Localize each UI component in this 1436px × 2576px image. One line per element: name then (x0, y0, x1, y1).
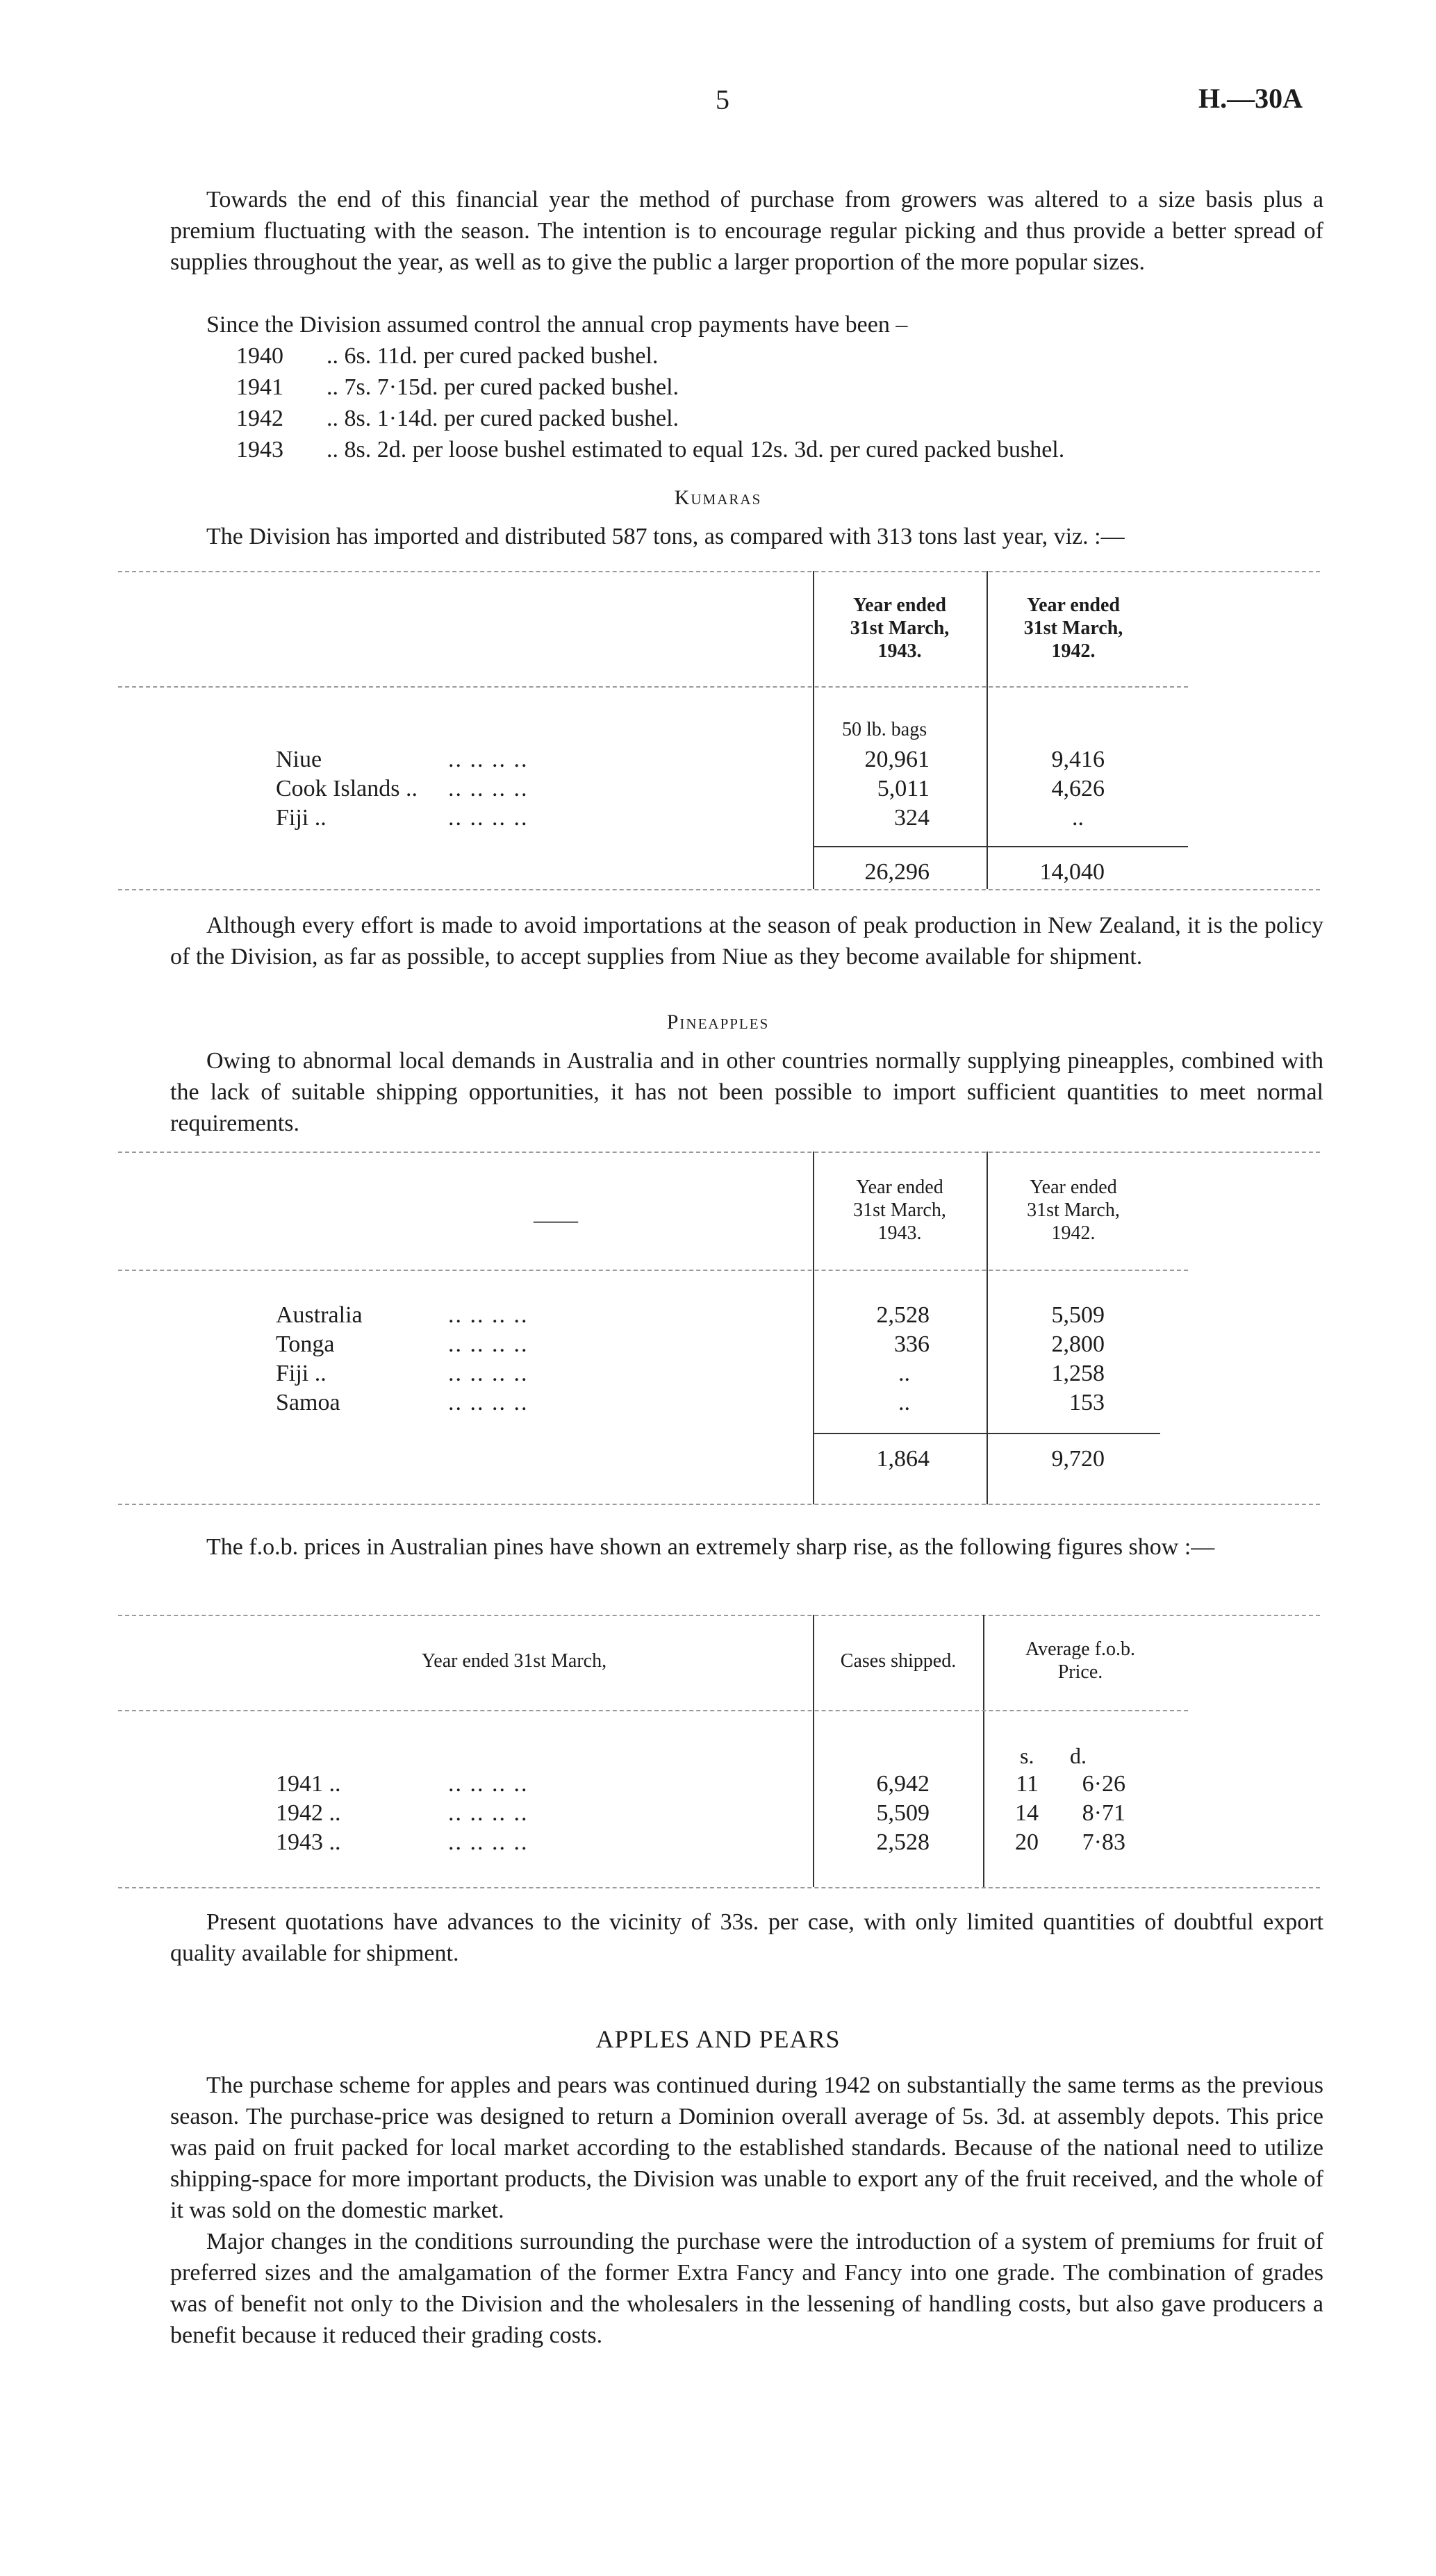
price-row-year: 1942 .. (276, 1800, 341, 1826)
column-divider (987, 1152, 988, 1504)
column-divider (813, 571, 814, 889)
cell-1942: 5,509 (1051, 1302, 1105, 1328)
cell-1943: 5,011 (877, 776, 930, 801)
leader-dots: .. .. .. .. (448, 805, 529, 831)
payment-year: 1941 (236, 374, 283, 400)
leader-dots: .. .. .. .. (448, 1302, 529, 1328)
header-text: Year ended 31st March, 1942. (1027, 1177, 1120, 1244)
unit-pence: d. (1070, 1743, 1087, 1768)
payment-row (236, 372, 679, 403)
payment-row (236, 340, 658, 372)
payment-text: .. 8s. 2d. per loose bushel estimated to equal 12s. 3d. per cured packed bushel. (327, 437, 1065, 463)
cell-1943: 324 (894, 805, 930, 831)
kumaras-total-1942: 14,040 (1039, 859, 1105, 885)
column-divider (813, 1615, 814, 1887)
pineapples-stub-header: —— (534, 1207, 578, 1232)
row-label-niue: Niue (276, 747, 322, 772)
cell-pence: 8·71 (1082, 1800, 1125, 1826)
price-row-year: 1943 .. (276, 1829, 341, 1855)
document-reference: H.—30A (1198, 83, 1303, 114)
leader-dots: .. .. .. .. (448, 1390, 529, 1415)
table-rule (118, 686, 1188, 688)
header-text: Average f.o.b. Price. (1025, 1638, 1136, 1683)
table-rule (118, 1152, 1320, 1153)
table-rule (118, 1270, 1188, 1271)
row-label-cook-islands: Cook Islands .. (276, 776, 418, 801)
apples-paragraph-2: Major changes in the conditions surrounding the purchase were the introduction of a system of premiums for fruit of preferred sizes and the amalgamation of the former Extra Fancy and Fancy into one grade. The combination of grades was of benefit not only to the Division and the wholesalers in the lessening of handling costs, but also gave producers a benefit because it reduced their grading costs. (170, 2229, 1323, 2348)
pineapples-col-1942-header (993, 1176, 1153, 1245)
header-text: Year ended 31st March, 1943. (850, 595, 950, 662)
kumaras-col-1942-header (993, 594, 1153, 663)
cell-cases: 5,509 (876, 1800, 930, 1826)
payment-row (236, 403, 679, 434)
cell-shillings: 14 (1015, 1800, 1039, 1826)
leader-dots: .. .. .. .. (448, 776, 529, 801)
pineapples-total-1942: 9,720 (1051, 1446, 1105, 1472)
payment-text: .. 7s. 7·15d. per cured packed bushel. (327, 374, 679, 400)
row-label-samoa: Samoa (276, 1390, 340, 1415)
prices-col-cases-header: Cases shipped. (840, 1650, 957, 1672)
unit-label: 50 lb. bags (842, 719, 927, 740)
pineapples-total-1943: 1,864 (876, 1446, 930, 1472)
payment-text: .. 8s. 1·14d. per cured packed bushel. (327, 406, 679, 431)
cell-1942: .. (1072, 805, 1084, 831)
prices-col-year-header: Year ended 31st March, (421, 1650, 607, 1672)
row-label-fiji: Fiji .. (276, 1361, 327, 1386)
cell-1943: 20,961 (864, 747, 930, 772)
row-label-fiji: Fiji .. (276, 805, 327, 831)
leader-dots: .. .. .. .. (448, 747, 529, 772)
total-rule (813, 1433, 1160, 1434)
pineapples-intro: Owing to abnormal local demands in Australia and in other countries normally supplying pineapples, combined with the lack of suitable shipping opportunities, it has not been possible to import sufficient quantities to meet normal requirements. (170, 1048, 1323, 1136)
cell-1942: 2,800 (1051, 1331, 1105, 1357)
cell-1942: 153 (1069, 1390, 1105, 1415)
cell-cases: 6,942 (876, 1771, 930, 1797)
leader-dots: .. .. .. .. (448, 1361, 529, 1386)
cell-1942: 4,626 (1051, 776, 1105, 801)
kumaras-total-1943: 26,296 (864, 859, 930, 885)
column-divider (813, 1152, 814, 1504)
payment-year: 1940 (236, 343, 283, 369)
leader-dots: .. .. .. .. (448, 1800, 529, 1826)
payment-year: 1943 (236, 437, 283, 463)
table-rule (118, 889, 1320, 890)
column-divider (983, 1615, 984, 1887)
row-label-tonga: Tonga (276, 1331, 335, 1357)
cell-shillings: 20 (1015, 1829, 1039, 1855)
kumaras-heading: Kumaras (674, 486, 762, 509)
payments-lead: Since the Division assumed control the annual crop payments have been – (206, 312, 908, 338)
leader-dots: .. .. .. .. (448, 1331, 529, 1357)
unit-shillings: s. (1020, 1743, 1034, 1768)
pineapples-closing: Present quotations have advances to the vicinity of 33s. per case, with only limited quantities of doubtful export quality available for shipment. (170, 1909, 1323, 1966)
page-number: 5 (716, 84, 729, 115)
cell-shillings: 11 (1016, 1771, 1039, 1797)
row-label-australia: Australia (276, 1302, 363, 1328)
price-row-year: 1941 .. (276, 1771, 341, 1797)
pineapples-col-1943-header (820, 1176, 980, 1245)
kumaras-note: Although every effort is made to avoid importations at the season of peak production in New Zealand, it is the policy of the Division, as far as possible, to accept supplies from Niue as they become available for shipment. (170, 913, 1323, 970)
header-text: Year ended 31st March, 1943. (853, 1177, 946, 1244)
column-divider (987, 571, 988, 889)
kumaras-col-1943-header (820, 594, 980, 663)
payment-year: 1942 (236, 406, 283, 431)
apples-heading: APPLES AND PEARS (595, 2025, 841, 2053)
kumaras-intro: The Division has imported and distributed 587 tons, as compared with 313 tons last year, viz. :— (206, 524, 1125, 549)
cell-1943: .. (898, 1390, 910, 1415)
leader-dots: .. .. .. .. (448, 1771, 529, 1797)
header-text: Year ended 31st March, 1942. (1023, 595, 1123, 662)
cell-pence: 6·26 (1082, 1771, 1125, 1797)
cell-1943: 336 (894, 1331, 930, 1357)
cell-1942: 1,258 (1051, 1361, 1105, 1386)
prices-col-price-header (987, 1638, 1174, 1684)
table-rule (118, 1504, 1320, 1505)
leader-dots: .. .. .. .. (448, 1829, 529, 1855)
cell-1943: .. (898, 1361, 910, 1386)
table-rule (118, 1887, 1320, 1888)
cell-cases: 2,528 (876, 1829, 930, 1855)
cell-1943: 2,528 (876, 1302, 930, 1328)
table-rule (118, 1710, 1188, 1711)
payment-text: .. 6s. 11d. per cured packed bushel. (327, 343, 659, 369)
pineapples-heading: Pineapples (666, 1011, 770, 1033)
payment-row (236, 434, 1064, 465)
apples-paragraph-1: The purchase scheme for apples and pears was continued during 1942 on substantially the same terms as the previous season. The purchase-price was designed to return a Dominion overall average of 5s. 3d. at assembly depots. This price was paid on fruit packed for local market according to the established standards. Because of the national need to utilize shipping-space for more important products, the Division was unable to export any of the fruit received, and the whole of it was sold on the domestic market. (170, 2072, 1323, 2223)
total-rule (813, 846, 1188, 847)
intro-paragraph: Towards the end of this financial year the method of purchase from growers was altered to a size basis plus a premium fluctuating with the season. The intention is to encourage regular picking and thus provide a better spread of supplies throughout the year, as well as to give the public a larger proportion of the more popular sizes. (170, 187, 1323, 275)
table-rule (118, 571, 1320, 572)
table-rule (118, 1615, 1320, 1616)
cell-pence: 7·83 (1082, 1829, 1125, 1855)
prices-intro: The f.o.b. prices in Australian pines have shown an extremely sharp rise, as the following figures show :— (206, 1534, 1215, 1560)
cell-1942: 9,416 (1051, 747, 1105, 772)
